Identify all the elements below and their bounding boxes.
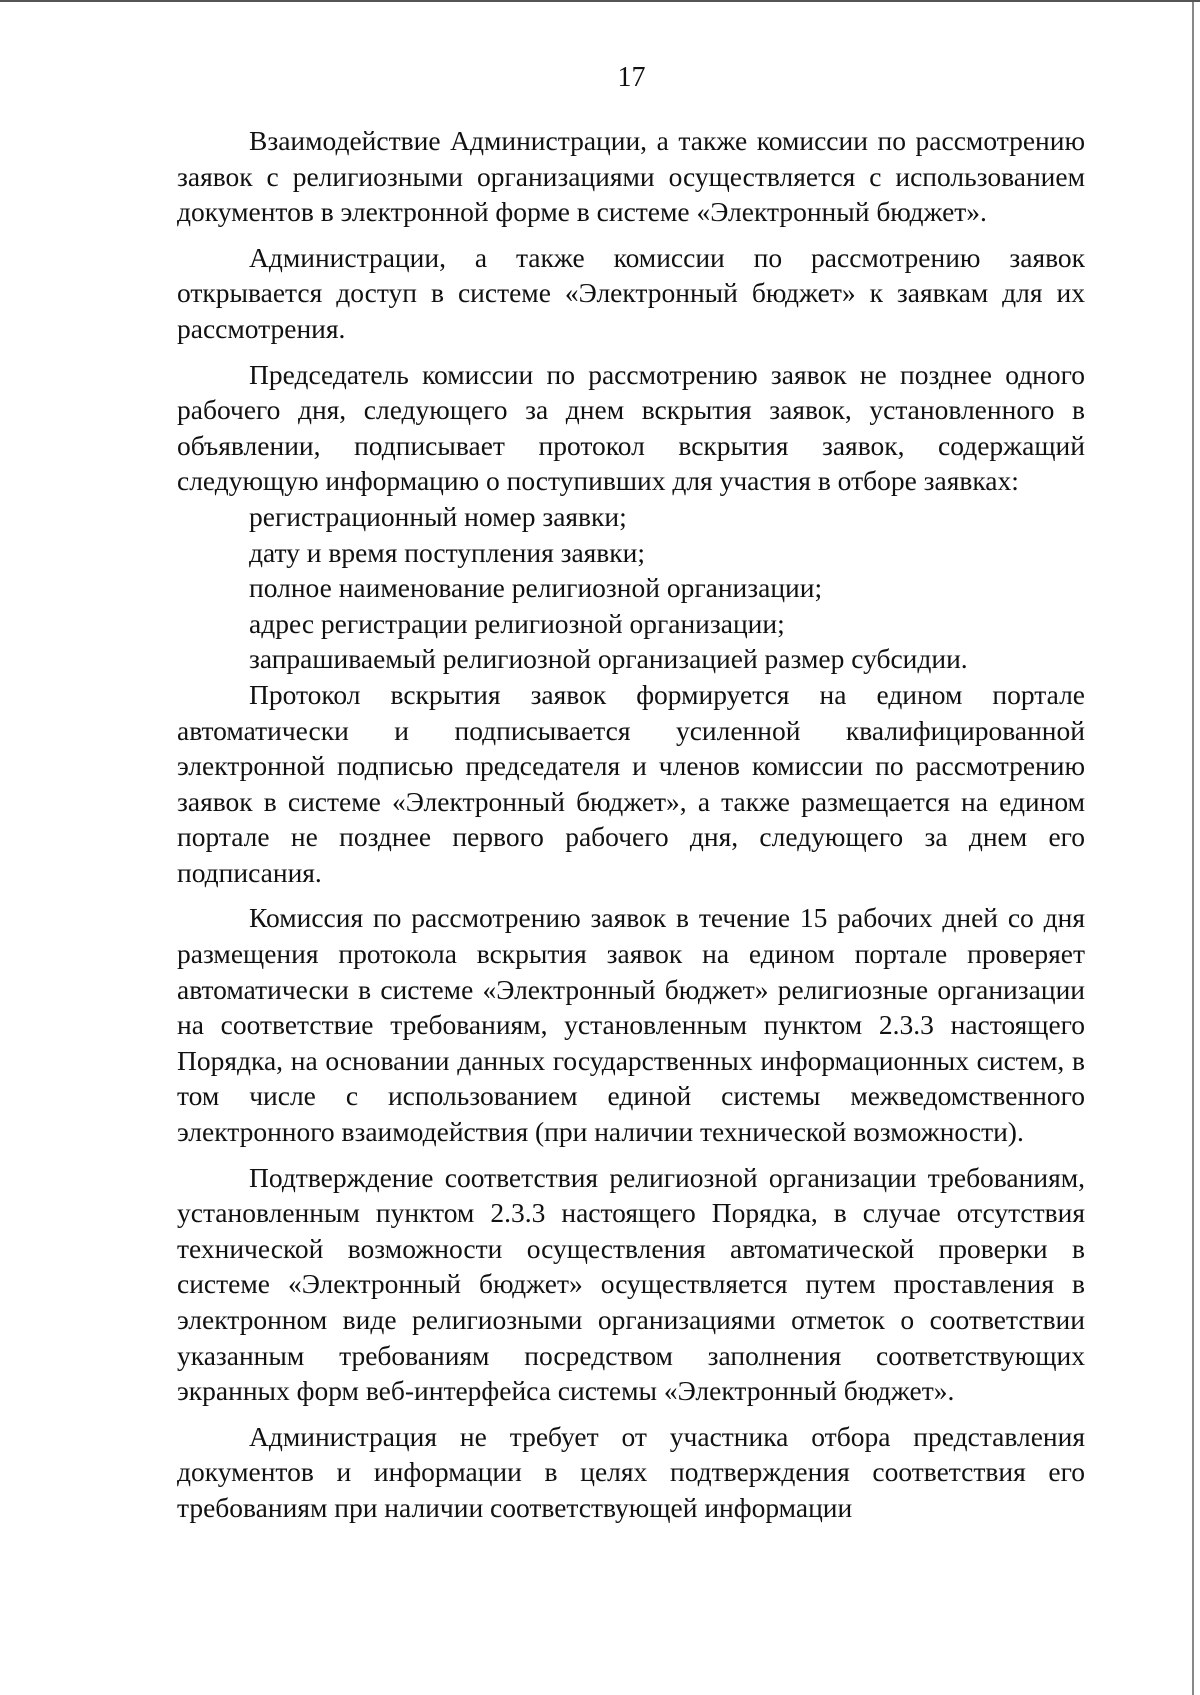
list-item: дату и время поступления заявки; (249, 536, 646, 568)
list-item: запрашиваемый религиозной организацией размер субсидии. (249, 643, 968, 675)
paragraph-commission-check: Комиссия по рассмотрению заявок в течение 15 рабочих дней со дня размещения протокола вскрытия заявок на едином портале проверяет автоматически в системе «Электронный бюджет» религиозные организации на соответствие требованиям, установленным пунктом 2.3.3 настоящего Порядка, на основании данных государственных информационных систем, в том числе с использованием единой системы межведомственного электронного взаимодействия (при наличии технической возможности). (177, 902, 1085, 1148)
list-item: полное наименование религиозной организации; (249, 572, 823, 604)
paragraph-access: Администрации, а также комиссии по рассмотрению заявок открывается доступ в системе «Электронный бюджет» к заявкам для их рассмотрения. (177, 241, 1085, 344)
list-item: адрес регистрации религиозной организации; (249, 607, 785, 639)
paragraph-chairman: Председатель комиссии по рассмотрению заявок не позднее одного рабочего дня, следующего за днем вскрытия заявок, установленного в объявлении, подписывает протокол вскрытия заявок, содержащий следующую информацию о поступивших для участия в отборе заявках: (177, 358, 1085, 497)
paragraph-interaction: Взаимодействие Администрации, а также комиссии по рассмотрению заявок с религиозными организациями осуществляется с использованием документов в электронной форме в системе «Электронный бюджет». (177, 125, 1085, 228)
page-edge (1192, 2, 1194, 1695)
paragraph-confirmation: Подтверждение соответствия религиозной организации требованиям, установленным пунктом 2.3.3 настоящего Порядка, в случае отсутствия технической возможности осуществления автоматической проверки в системе «Электронный бюджет» осуществляется путем проставления в электронном виде религиозными организациями отметок о соответствии указанным требованиям посредством заполнения соответствующих экранных форм веб-интерфейса системы «Электронный бюджет». (177, 1161, 1085, 1407)
paragraph-administration: Администрация не требует от участника отбора представления документов и информации в целях подтверждения соответствия его требованиям при наличии соответствующей информации (177, 1420, 1085, 1523)
document-body (177, 123, 1085, 1526)
page-number: 17 (617, 62, 646, 93)
list-item: регистрационный номер заявки; (249, 500, 627, 532)
paragraph-protocol: Протокол вскрытия заявок формируется на едином портале автоматически и подписывается усиленной квалифицированной электронной подписью председателя и членов комиссии по рассмотрению заявок в системе «Электронный бюджет», а также размещается на едином портале не позднее первого рабочего дня, следующего за днем его подписания. (177, 678, 1085, 888)
